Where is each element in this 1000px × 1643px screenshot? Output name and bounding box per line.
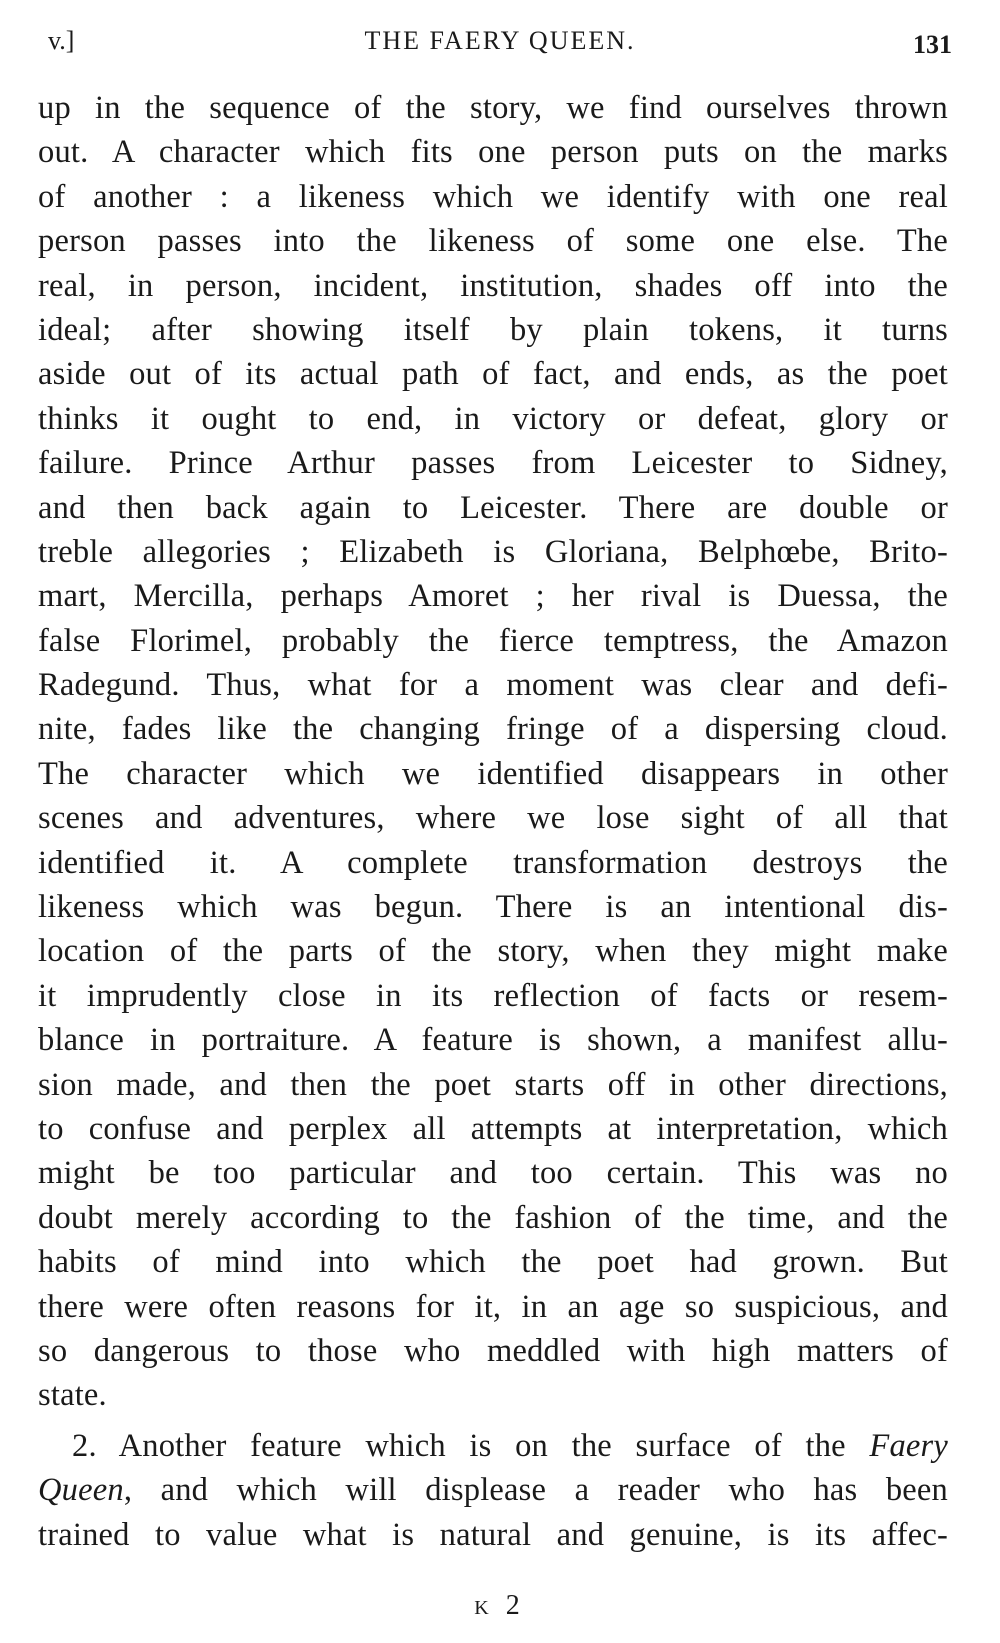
text-line: there were often reasons for it, in an age so suspicious, and xyxy=(38,1288,948,1325)
text-line: identified it. A complete transformation destroys the xyxy=(38,844,948,881)
text-line: real, in person, incident, institution, shades off into the xyxy=(38,267,948,304)
text-line: and then back again to Leicester. There are double or xyxy=(38,489,948,526)
text-line: state. xyxy=(38,1377,107,1414)
text-line: habits of mind into which the poet had grown. But xyxy=(38,1244,948,1281)
page-number: 131 xyxy=(913,30,952,59)
italic-title-run: Faery xyxy=(869,1427,948,1464)
text-line: up in the sequence of the story, we find ourselves thrown xyxy=(38,90,948,126)
running-head xyxy=(40,26,960,66)
text-line: Radegund. Thus, what for a moment was clear and defi- xyxy=(38,667,948,704)
text-line: sion made, and then the poet starts off in other directions, xyxy=(38,1066,948,1103)
text-line: ideal; after showing itself by plain tokens, it turns xyxy=(38,311,948,348)
text-line: location of the parts of the story, when they might make xyxy=(38,933,948,970)
text-line: of another : a likeness which we identify with one real xyxy=(38,178,948,215)
text-run: 2. Another feature which is on the surface of the xyxy=(72,1427,870,1464)
text-line: it imprudently close in its reflection of facts or resem- xyxy=(38,977,948,1014)
text-line: person passes into the likeness of some one else. The xyxy=(38,223,948,260)
text-line: out. A character which fits one person puts on the marks xyxy=(38,134,948,171)
signature-number: 2 xyxy=(505,1590,526,1621)
text-line: blance in portraiture. A feature is shown, a manifest allu- xyxy=(38,1022,948,1059)
text-line: nite, fades like the changing fringe of a dispersing cloud. xyxy=(38,711,948,748)
text-line: to confuse and perplex all attempts at interpretation, which xyxy=(38,1110,948,1147)
text-line: likeness which was begun. There is an intentional dis- xyxy=(38,889,948,926)
text-line: so dangerous to those who meddled with high matters of xyxy=(38,1332,948,1369)
signature-mark xyxy=(0,1590,1000,1622)
body-text xyxy=(38,86,948,1557)
text-line: might be too particular and too certain. This was no xyxy=(38,1155,948,1192)
text-line xyxy=(38,1468,948,1512)
running-title: THE FAERY QUEEN. xyxy=(364,26,636,55)
text-line: thinks it ought to end, in victory or defeat, glory or xyxy=(38,400,948,437)
text-line: treble allegories ; Elizabeth is Gloriana, Belphœbe, Brito- xyxy=(38,533,948,570)
paragraph-1 xyxy=(38,86,948,1418)
text-line: scenes and adventures, where we lose sight of all that xyxy=(38,800,948,837)
text-line xyxy=(38,1424,948,1468)
text-line: aside out of its actual path of fact, and ends, as the poet xyxy=(38,356,948,393)
text-line: mart, Mercilla, perhaps Amoret ; her rival is Duessa, the xyxy=(38,578,948,615)
italic-title-run: Queen xyxy=(38,1472,124,1509)
text-line: The character which we identified disappears in other xyxy=(38,755,948,792)
chapter-marker: v.] xyxy=(48,26,75,55)
text-line: false Florimel, probably the fierce temptress, the Amazon xyxy=(38,622,948,659)
signature-letter: K xyxy=(474,1597,493,1619)
text-line: trained to value what is natural and genuine, is its affec- xyxy=(38,1516,948,1553)
text-line: doubt merely according to the fashion of the time, and the xyxy=(38,1199,948,1236)
paragraph-2 xyxy=(38,1424,948,1557)
text-run: , and which will displease a reader who has been xyxy=(123,1472,948,1509)
text-line: failure. Prince Arthur passes from Leicester to Sidney, xyxy=(38,445,948,482)
